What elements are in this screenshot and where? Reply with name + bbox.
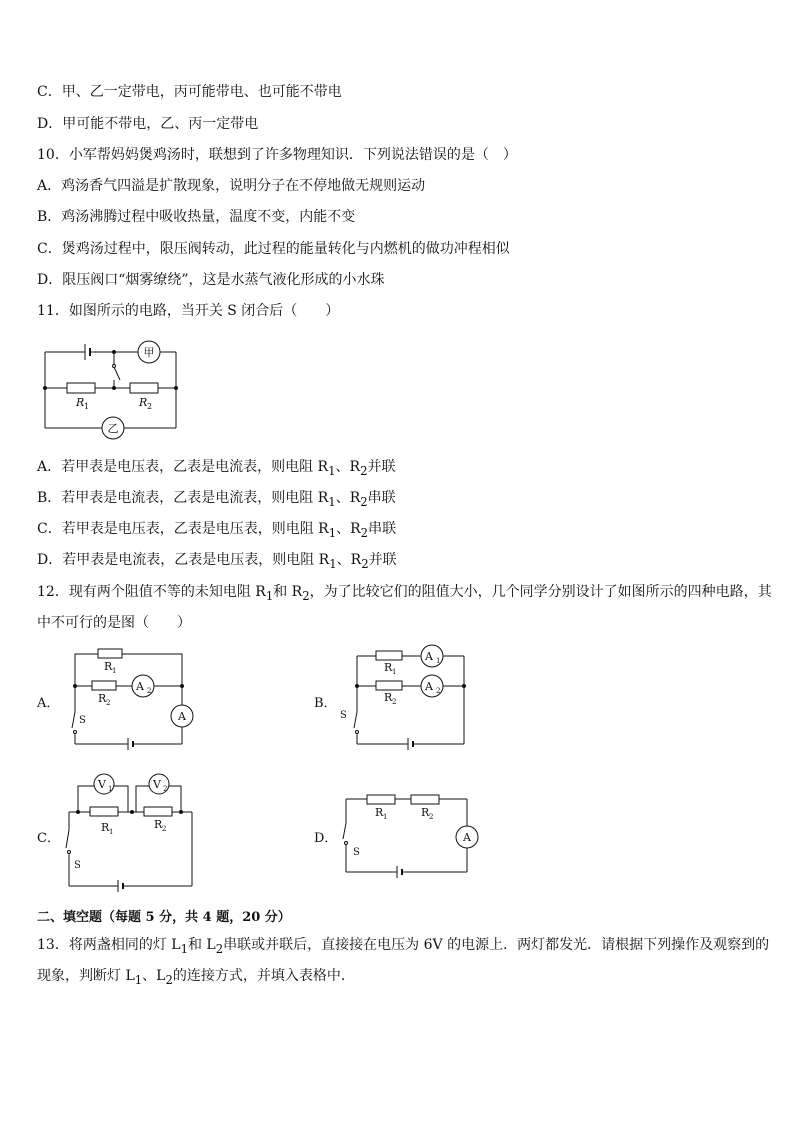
q11-r1-sub: 1 (84, 402, 90, 411)
circuit-a-label: A． (37, 696, 60, 711)
q12-stem-line2: 中不可行的是图（ ） (37, 615, 191, 631)
circuit-d-r1: R (375, 806, 384, 819)
q11-option-d: D．若甲表是电流表，乙表是电压表，则电阻 $R_1$、$R_2$并联 (37, 552, 397, 571)
q11-option-a: A．若甲表是电压表，乙表是电流表，则电阻 $R_1$、$R_2$并联 (37, 459, 396, 478)
q10-stem: 10．小军帮妈妈煲鸡汤时，联想到了许多物理知识．下列说法错误的是（ ） (37, 147, 517, 163)
circuit-b-r2: R (384, 691, 393, 704)
circuit-c-r1-sub: 1 (109, 828, 114, 836)
circuit-a-r1-sub: 1 (112, 667, 117, 675)
circuit-b-diagram (340, 648, 477, 748)
circuit-c-label: C． (37, 831, 60, 846)
circuit-b-a2: A (425, 680, 433, 693)
circuit-a-a2-sub: 2 (147, 687, 152, 695)
section-2-title: 二、填空题（每题 5 分，共 4 题，20 分） (37, 910, 291, 925)
q9-option-d: D．甲可能不带电，乙、丙一定带电 (37, 116, 259, 132)
circuit-a-a: A (178, 710, 186, 723)
circuit-b-r2-sub: 2 (392, 698, 397, 706)
circuit-b-switch: S (340, 710, 347, 721)
circuit-a-a2: A (136, 680, 144, 693)
circuit-b-r1: R (384, 661, 393, 674)
circuit-c-v2: V (153, 778, 161, 791)
q10-option-c: C．煲鸡汤过程中，限压阀转动，此过程的能量转化与内燃机的做功冲程相似 (37, 241, 510, 257)
circuit-c-switch: S (74, 860, 81, 871)
circuit-b-a2-sub: 2 (436, 687, 441, 695)
q11-option-b: B．若甲表是电流表，乙表是电流表，则电阻 $R_1$、$R_2$串联 (37, 490, 396, 509)
circuit-b-label: B． (314, 696, 337, 711)
q10-option-a: A．鸡汤香气四溢是扩散现象，说明分子在不停地做无规则运动 (37, 178, 426, 194)
circuit-c-r1: R (101, 821, 110, 834)
q12-stem: 12．现有两个阻值不等的未知电阻 $R_1$和 $R_2$，为了比较它们的阻值大小，几个同学分别设计了如图所示的四种电路，其 (37, 584, 772, 603)
circuit-d-label: D． (314, 831, 338, 846)
circuit-d-diagram (343, 795, 483, 877)
circuit-b-r1-sub: 1 (392, 668, 397, 676)
q10-option-d: D．限压阀口“烟雾缭绕”，这是水蒸气液化形成的小水珠 (37, 272, 385, 288)
circuit-d-r2-sub: 2 (429, 813, 434, 821)
circuit-c-r2-sub: 2 (162, 825, 167, 833)
q10-option-b: B．鸡汤沸腾过程中吸收热量，温度不变，内能不变 (37, 209, 356, 225)
circuit-d-a: A (463, 831, 471, 844)
q11-option-c: C．若甲表是电压表，乙表是电压表，则电阻 $R_1$、$R_2$串联 (37, 521, 397, 540)
circuit-d-r1-sub: 1 (383, 813, 388, 821)
q11-meter-bottom-label: 乙 (107, 422, 119, 435)
circuit-a-r2: R (98, 692, 107, 705)
circuit-a-r2-sub: 2 (106, 699, 111, 707)
circuit-b-a1-sub: 1 (436, 657, 441, 665)
q11-r2-sub: 2 (147, 402, 153, 411)
q11-circuit-diagram (40, 340, 180, 440)
q13-line2: 现象，判断灯 $L_1$、$L_2$的连接方式，并填入表格中． (37, 968, 355, 987)
q11-stem: 11．如图所示的电路，当开关 S 闭合后（ ） (37, 303, 340, 319)
circuit-c-diagram (64, 770, 199, 892)
q13-line1: 13．将两盏相同的灯 $L_1$和 $L_2$串联或并联后，直接接在电压为 6V 的电源上．两灯都发光．请根据下列操作及观察到的 (37, 937, 770, 956)
q11-meter-top-label: 甲 (143, 346, 155, 359)
circuit-a-diagram (70, 648, 200, 748)
circuit-b-a1: A (425, 650, 433, 663)
q11-r2-label: R (139, 396, 148, 409)
q11-r1-label: R (76, 396, 85, 409)
circuit-d-switch: S (353, 847, 360, 858)
circuit-d-r2: R (421, 806, 430, 819)
circuit-c-v1: V (98, 778, 106, 791)
circuit-a-switch: S (79, 715, 86, 726)
circuit-c-v1-sub: 1 (108, 785, 113, 793)
circuit-a-r1: R (104, 660, 113, 673)
circuit-c-r2: R (154, 818, 163, 831)
q9-option-c: C．甲、乙一定带电，丙可能带电、也可能不带电 (37, 84, 342, 100)
circuit-c-v2-sub: 2 (163, 785, 168, 793)
